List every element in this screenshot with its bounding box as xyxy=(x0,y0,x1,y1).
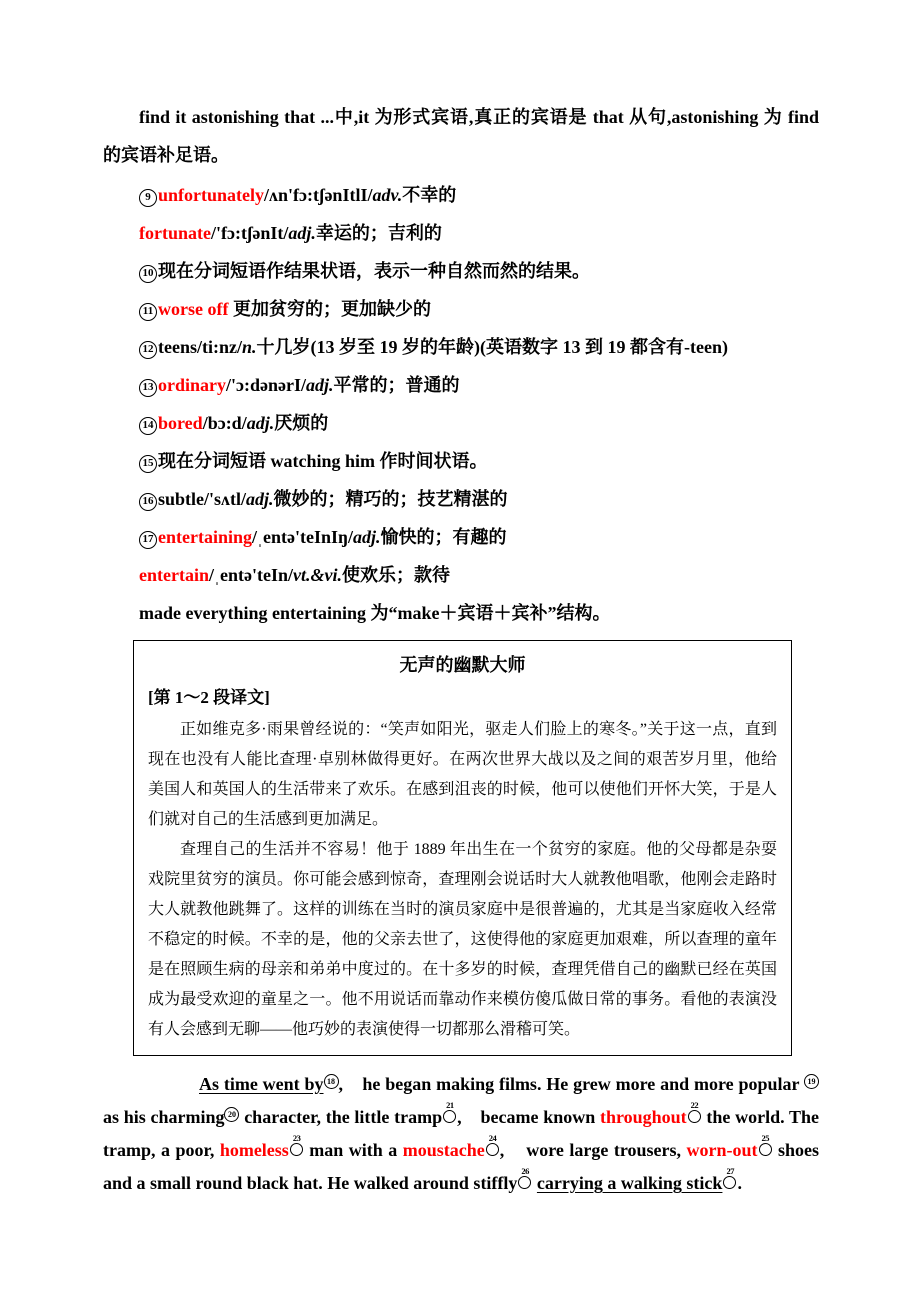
circled-number-marker: 12 xyxy=(139,341,157,359)
circled-superscript-number: 20 xyxy=(224,1107,239,1122)
underlined-phrase: carrying a walking stick xyxy=(536,1173,723,1193)
text-run: 厌烦的 xyxy=(274,413,329,433)
circled-number-marker: 16 xyxy=(139,493,157,511)
grammar-note-paragraph: find it astonishing that ...中,it 为形式宾语,真正的宾语是 that 从句,astonishing 为 find 的宾语补足语。 xyxy=(103,107,819,165)
part-of-speech: adj. xyxy=(288,223,316,243)
text-run: 使欢乐；款待 xyxy=(341,565,450,585)
text-run: man with a xyxy=(303,1140,403,1160)
circled-number-marker: 11 xyxy=(139,303,157,321)
text-run: subtle xyxy=(158,489,205,509)
translation-box-title: 无声的幽默大师 xyxy=(399,655,526,675)
text-run: 更加贫穷的；更加缺少的 xyxy=(228,299,431,319)
part-of-speech: adv. xyxy=(372,185,403,205)
highlighted-word: bored xyxy=(158,413,203,433)
highlighted-word: worn-out xyxy=(686,1140,758,1160)
ring-superscript-number xyxy=(443,1100,456,1123)
translation-paragraphs xyxy=(148,715,777,1045)
vocab-line xyxy=(103,176,819,214)
highlighted-word: moustache xyxy=(402,1140,485,1160)
part-of-speech: adj. xyxy=(353,527,381,547)
text-run: 十几岁(13 岁至 19 岁的年龄)(英语数字 13 到 19 都含有-teen) xyxy=(256,337,728,357)
ring-superscript-number xyxy=(688,1100,701,1123)
highlighted-word: unfortunately xyxy=(158,185,265,205)
circled-number-marker: 14 xyxy=(139,417,157,435)
circled-superscript-number: 18 xyxy=(324,1074,339,1089)
vocab-line xyxy=(103,442,819,480)
text-run: 不幸的 xyxy=(402,185,457,205)
text-run: 微妙的；精巧的；技艺精湛的 xyxy=(273,489,508,509)
text-run: , xyxy=(499,1140,527,1160)
part-of-speech: adj. xyxy=(246,489,274,509)
highlighted-word: ordinary xyxy=(158,375,227,395)
ring-superscript-digits: 22 xyxy=(690,1100,699,1110)
part-of-speech: n. xyxy=(242,337,257,357)
circled-superscript-number: 19 xyxy=(804,1074,819,1089)
ring-superscript-number xyxy=(290,1133,303,1156)
vocab-line xyxy=(103,518,819,556)
ring-superscript-digits: 21 xyxy=(446,1100,454,1110)
part-of-speech: adj. xyxy=(306,375,334,395)
circled-number-marker: 10 xyxy=(139,265,157,283)
translation-section-label: [第 1～2 段译文] xyxy=(148,688,270,707)
vocab-line xyxy=(103,480,819,518)
vocab-line xyxy=(103,594,819,632)
circled-number-marker: 15 xyxy=(139,455,157,473)
text-run: 愉快的；有趣的 xyxy=(380,527,507,547)
passage-paragraph xyxy=(103,1068,819,1200)
highlighted-word: throughout xyxy=(599,1107,687,1127)
text-run: . xyxy=(737,1173,742,1193)
text-run: , xyxy=(457,1107,481,1127)
ring-superscript-number xyxy=(518,1166,531,1189)
ring-superscript-digits: 27 xyxy=(726,1166,734,1176)
text-run: as his charming xyxy=(103,1107,225,1127)
text-run: /'sʌtl/ xyxy=(204,489,247,509)
ring-superscript-number xyxy=(723,1166,736,1189)
text-run: made everything entertaining 为“make＋宾语＋宾补”结构。 xyxy=(139,603,611,623)
text-run: the world. The tramp, a poor, xyxy=(103,1107,820,1160)
ring-superscript-number xyxy=(759,1133,772,1156)
vocab-line xyxy=(103,252,819,290)
highlighted-word: homeless xyxy=(219,1140,289,1160)
vocab-line xyxy=(103,328,819,366)
vocab-line xyxy=(103,556,819,594)
vocab-line xyxy=(103,214,819,252)
vocab-line xyxy=(103,366,819,404)
highlighted-word: worse off xyxy=(158,299,229,319)
part-of-speech: adj. xyxy=(246,413,275,433)
highlighted-word: entertaining xyxy=(158,527,252,547)
text-run: /ʌn'fɔ:tʃənItlI/ xyxy=(264,185,373,205)
translation-box xyxy=(133,640,792,1056)
text-run: wore large trousers, xyxy=(526,1140,687,1160)
circled-number-marker: 17 xyxy=(139,531,157,549)
ring-superscript-digits: 23 xyxy=(292,1133,301,1143)
part-of-speech: vt.&vi. xyxy=(292,565,342,585)
text-run: became known xyxy=(480,1107,600,1127)
ring-superscript-digits: 24 xyxy=(488,1133,497,1143)
vocab-line xyxy=(103,290,819,328)
page-content xyxy=(103,98,819,1200)
text-run: /ti:nz/ xyxy=(197,337,242,357)
translation-paragraph: 查理自己的生活并不容易！他于 1889 年出生在一个贫穷的家庭。他的父母都是杂耍戏院里贫穷的演员。你可能会感到惊奇，查理刚会说话时大人就教他唱歌，他刚会走路时大人就教他跳舞了。这样的训练在当时的演员家庭中是很普遍的，尤其是当家庭收入经常不稳定的时候。不幸的是，他的父亲去世了，这使得他的家庭更加艰难，所以查理的童年是在照顾生病的母亲和弟弟中度过的。在十多岁的时候，查理凭借自己的幽默已经在英国成为最受欢迎的童星之一。他不用说话而靠动作来模仿傻瓜做日常的事务。看他的表演没有人会感到无聊——他巧妙的表演使得一切都那么滑稽可笑。 xyxy=(148,841,777,1038)
circled-number-marker: 13 xyxy=(139,379,157,397)
text-run: 现在分词短语 watching him 作时间状语。 xyxy=(158,451,488,471)
text-run: character, the little tramp xyxy=(239,1107,443,1127)
ring-superscript-digits: 26 xyxy=(521,1166,529,1176)
highlighted-word: entertain xyxy=(139,565,209,585)
text-run: 现在分词短语作结果状语，表示一种自然而然的结果。 xyxy=(158,261,590,281)
vocab-list xyxy=(103,176,819,632)
text-run: /'ɔ:dənərI/ xyxy=(226,375,306,395)
text-run: 平常的；普通的 xyxy=(333,375,460,395)
text-run: /bɔ:d/ xyxy=(202,413,247,433)
text-run: 幸运的；吉利的 xyxy=(315,223,442,243)
text-run: , xyxy=(338,1074,363,1094)
vocab-line xyxy=(103,404,819,442)
text-run: teens xyxy=(158,337,197,357)
text-run: shoes and a small round black hat. He walked around stiffly xyxy=(103,1140,820,1193)
text-run: he began making films. He grew more and more popular xyxy=(362,1074,804,1094)
ring-superscript-digits: 25 xyxy=(761,1133,770,1143)
ring-superscript-number xyxy=(486,1133,499,1156)
text-run: /'fɔ:tʃənIt/ xyxy=(210,223,289,243)
text-run: /ˌentə'teInIŋ/ xyxy=(252,527,353,547)
highlighted-word: fortunate xyxy=(139,223,211,243)
text-run: /ˌentə'teIn/ xyxy=(208,565,293,585)
underlined-phrase: As time went by xyxy=(199,1074,324,1094)
translation-paragraph: 正如维克多·雨果曾经说的：“笑声如阳光，驱走人们脸上的寒冬。”关于这一点，直到现在也没有人能比查理·卓别林做得更好。在两次世界大战以及之间的艰苦岁月里，他给美国人和英国人的生活带来了欢乐。在感到沮丧的时候，他可以使他们开怀大笑，于是人们就对自己的生活感到更加满足。 xyxy=(148,721,777,828)
circled-number-marker: 9 xyxy=(139,189,157,207)
